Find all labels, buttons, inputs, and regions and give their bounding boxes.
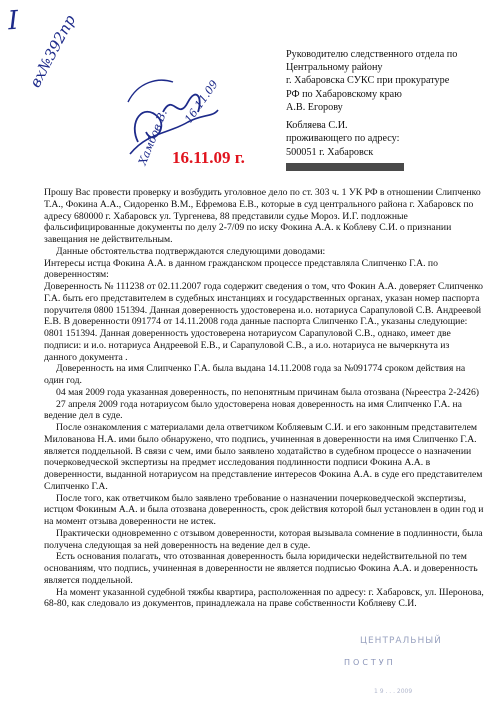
addressee-line: Центральному району (286, 62, 383, 74)
sender-residing-label: проживающего по адресу: (286, 133, 400, 145)
body-paragraph: Практически одновременно с отзывом доверенности, которая вызывала сомнение в подлинности, была получена следующая за ней доверенность на ведение дел в суде. (44, 527, 483, 551)
sender-name: Кобляева С.И. (286, 120, 348, 131)
post-stamp-line: ЦЕНТРАЛЬНЫЙ (360, 636, 442, 646)
body-paragraph: Интересы истца Фокина А.А. в данном гражданском процессе представляла Слипченко Г.А. по доверенностям: (44, 257, 438, 281)
body-paragraph: На момент указанной судебной тяжбы квартира, расположенная по адресу: г. Хабаровск, ул. Шеронова, 68-80, как следовало из документов, принадлежала на праве собственности Кобляеву С.И. (44, 586, 484, 610)
body-paragraph: После ознакомления с материалами дела ответчиком Кобляевым С.И. и его законным представителем Милованова Н.А. ими было обнаружено, что подпись, учиненная в доверенности на имя Слипченко Г.А. является поддельной. В связи с чем, ими было заявлено ходатайство в судебном процессе о назначении почерковедческой экспертизы на предмет исследования подлинности подписи Фокина А.А. в доверенности, выданной нотариусом на представление интересов Фокина А.А. в суде его представителем Слипченко Г.А. (44, 422, 483, 492)
handwritten-resolution-signature (118, 62, 248, 157)
body-paragraph: 04 мая 2009 года указанная доверенность, по непонятным причинам была отозвана (№реестра 2-2426) (56, 386, 480, 398)
body-paragraph: Данные обстоятельства подтверждаются следующими доводами: (56, 245, 326, 257)
handwritten-resolution-date: 16.11.09 (182, 77, 221, 126)
post-office-stamp (322, 628, 462, 698)
body-paragraph: Доверенность на имя Слипченко Г.А. была выдана 14.11.2008 года за №091774 сроком действия на один год. (44, 363, 466, 386)
signature-scribble (118, 62, 248, 157)
post-stamp-line: ПОСТУП (344, 658, 396, 667)
handwritten-registration-note: вх№392пр (26, 11, 80, 91)
addressee-line: РФ по Хабаровскому краю (286, 88, 402, 100)
complaint-body (44, 187, 484, 610)
sender-block (286, 119, 496, 173)
body-paragraph: 27 апреля 2009 года нотариусом было удостоверена новая доверенность на имя Слипченко Г.А. на ведение дел в суде. (44, 398, 462, 422)
addressee-line: Руководителю следственного отдела по (286, 49, 458, 60)
post-stamp-line: 1 9 . . . 2009 (374, 688, 413, 695)
body-paragraph: Доверенность № 111238 от 02.11.2007 года содержит сведения о том, что Фокин А.А. доверяет Слипченко Г.А. быть его представителем в судебных инстанциях и государственных органах, указан номер паспорта поручителя 0800 151394. Данная доверенность удостоверена и.о. нотариуса Сарапуловой С.В. Андреевой Е.В. В доверенности 091774 от 14.11.2008 года данные паспорта Слипченко Г.А., указаны следующие: 0801 151394. Данная доверенность удостоверена нотариусом Сарапуловой С.В., однако, имеет две подписи: и и.о. нотариуса Андреевой Е.В., и Сарапуловой С.В., а и.о. нотариуса не вычеркнута из данного документа . (44, 281, 483, 363)
body-paragraph: Есть основания полагать, что отозванная доверенность была юридически недействительной по тем основаниям, что подпись, учиненная в доверенности не является подписью Фокина А.А. и доверенность является поддельной. (44, 551, 478, 586)
body-paragraph: Прошу Вас провести проверку и возбудить уголовное дело по ст. 303 ч. 1 УК РФ в отношении Слипченко Т.А., Фокина А.А., Сидоренко В.М., Ефремова Е.В., которые в суд центрального района г. Хабаровск по адресу 680000 г. Хабаровск ул. Тургенева, 88 представили судье Мороз. И.Г. подложные фальсифицированные документы по делу 2-7/09 по иску Фокина А.А. к Коблеву С.И. о признании завещания не действительным. (44, 187, 481, 245)
handwritten-tick: I (6, 5, 20, 37)
sender-address: 500051 г. Хабаровск (286, 146, 374, 158)
addressee-line: г. Хабаровска СУКС при прокуратуре (286, 75, 450, 87)
body-paragraph: После того, как ответчиком было заявлено требование о назначении почерковедческой экспертизы, истцом Фокиным А.А. и была отозвана доверенность, срок действия которой был установлен в один год и на момент отзыва доверенности не истек. (44, 492, 484, 527)
addressee-line: А.В. Егорову (286, 101, 343, 113)
addressee-block (286, 48, 496, 114)
redacted-address-line (286, 163, 404, 171)
received-date-stamp: 16.11.09 г. (172, 148, 245, 167)
handwritten-resolution-name: Хамбов В. (136, 107, 170, 167)
